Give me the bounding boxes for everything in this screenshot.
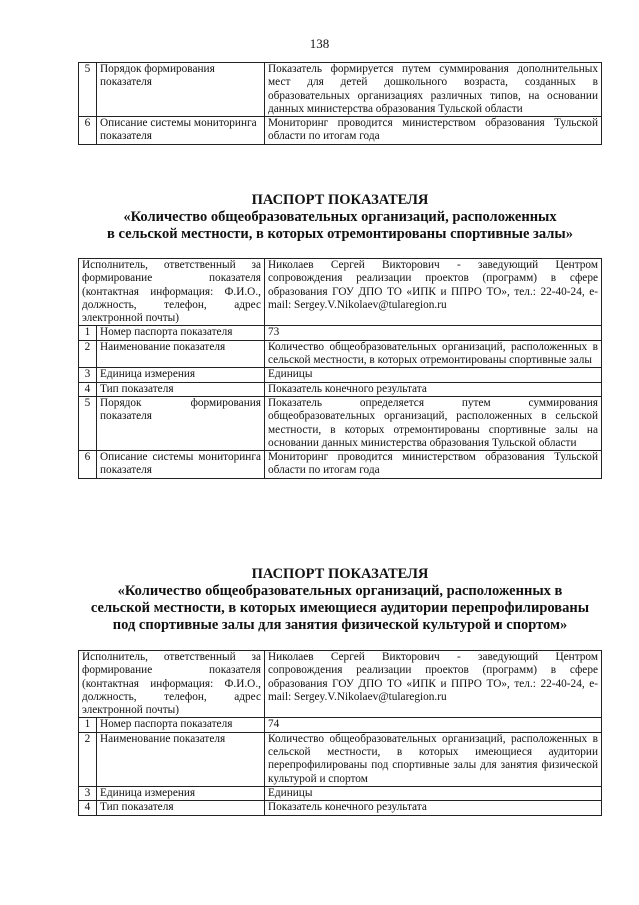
row-label: Номер паспорта показателя [97, 326, 265, 340]
table-row [79, 368, 602, 382]
row-number: 2 [79, 340, 97, 368]
row-number: 6 [79, 117, 97, 145]
table-row [79, 718, 602, 732]
table-row [79, 259, 602, 326]
passport2-title [70, 566, 610, 634]
row-label: Номер паспорта показателя [97, 718, 265, 732]
row-value: 74 [265, 718, 602, 732]
row-number: 6 [79, 451, 97, 479]
row-number: 1 [79, 326, 97, 340]
row-number: 3 [79, 786, 97, 800]
row-value: Единицы [265, 368, 602, 382]
row-label: Описание системы мониторинга показателя [97, 117, 265, 145]
row-number: 5 [79, 396, 97, 450]
passport1-title [70, 192, 610, 243]
table-row [79, 786, 602, 800]
row-label: Единица измерения [97, 368, 265, 382]
row-value: Показатель определяется путем суммирования общеобразовательных организаций, расположенных в сельской местности, в которых отремонтированы спортивные залы на основании данных министерства образования Тульской области [265, 396, 602, 450]
row-label: Наименование показателя [97, 732, 265, 786]
row-value: Мониторинг проводится министерством образования Тульской области по итогам года [265, 117, 602, 145]
passport1-table [78, 258, 602, 479]
row-value: Количество общеобразовательных организаций, расположенных в сельской местности, в которых имеющиеся аудитории перепрофилированы под спортивные залы для занятия физической культурой и спортом [265, 732, 602, 786]
row-label: Тип показателя [97, 382, 265, 396]
row-label: Тип показателя [97, 801, 265, 815]
top-table [78, 62, 602, 145]
row-value: Мониторинг проводится министерством образования Тульской области по итогам года [265, 451, 602, 479]
table-row [79, 396, 602, 450]
row-number: 2 [79, 732, 97, 786]
executor-label: Исполнитель, ответственный за формирование показателя (контактная информация: Ф.И.О., должность, телефон, адрес электронной почты) [79, 651, 265, 718]
row-value: Показатель конечного результата [265, 801, 602, 815]
row-label: Порядок формирования показателя [97, 63, 265, 117]
row-label: Порядок формирования показателя [97, 396, 265, 450]
passport2-heading: ПАСПОРТ ПОКАЗАТЕЛЯ [251, 566, 429, 582]
table-row [79, 801, 602, 815]
row-number: 4 [79, 801, 97, 815]
executor-value: Николаев Сергей Викторович - заведующий Центром сопровождения реализации проектов (программ) в сфере образования ГОУ ДПО ТО «ИПК и ППРО ТО», тел.: 22-40-24, e-mail: Sergey.V.Nikolaev@tularegion.ru [265, 259, 602, 326]
table-row [79, 117, 602, 145]
row-value: Показатель формируется путем суммирования дополнительных мест для детей дошкольного возраста, созданных в образовательных организациях различных типов, на основании данных министерства образования Тульской области [265, 63, 602, 117]
row-number: 3 [79, 368, 97, 382]
row-number: 5 [79, 63, 97, 117]
executor-label: Исполнитель, ответственный за формирование показателя (контактная информация: Ф.И.О., должность, телефон, адрес электронной почты) [79, 259, 265, 326]
row-value: Единицы [265, 786, 602, 800]
row-value: Количество общеобразовательных организаций, расположенных в сельской местности, в которых отремонтированы спортивные залы [265, 340, 602, 368]
passport1-heading: ПАСПОРТ ПОКАЗАТЕЛЯ [251, 192, 429, 208]
table-row [79, 732, 602, 786]
passport1-subtitle-line1: «Количество общеобразовательных организаций, расположенных [123, 209, 557, 225]
row-number: 4 [79, 382, 97, 396]
table-row [79, 382, 602, 396]
table-row [79, 651, 602, 718]
passport2-subtitle-line2: сельской местности, в которых имеющиеся аудитории перепрофилированы [90, 600, 590, 616]
table-row [79, 340, 602, 368]
row-value: 73 [265, 326, 602, 340]
passport1-subtitle-line2: в сельской местности, в которых отремонтированы спортивные залы» [107, 226, 573, 242]
table-row [79, 63, 602, 117]
row-number: 1 [79, 718, 97, 732]
page-number: 138 [309, 36, 330, 51]
row-label: Единица измерения [97, 786, 265, 800]
passport2-table [78, 650, 602, 816]
executor-value: Николаев Сергей Викторович - заведующий Центром сопровождения реализации проектов (программ) в сфере образования ГОУ ДПО ТО «ИПК и ППРО ТО», тел.: 22-40-24, e-mail: Sergey.V.Nikolaev@tularegion.ru [265, 651, 602, 718]
passport2-subtitle-line1: «Количество общеобразовательных организаций, расположенных в [117, 583, 563, 599]
passport2-subtitle-line3: под спортивные залы для занятия физической культурой и спортом» [112, 617, 568, 633]
table-row [79, 451, 602, 479]
row-label: Описание системы мониторинга показателя [97, 451, 265, 479]
table-row [79, 326, 602, 340]
row-label: Наименование показателя [97, 340, 265, 368]
row-value: Показатель конечного результата [265, 382, 602, 396]
